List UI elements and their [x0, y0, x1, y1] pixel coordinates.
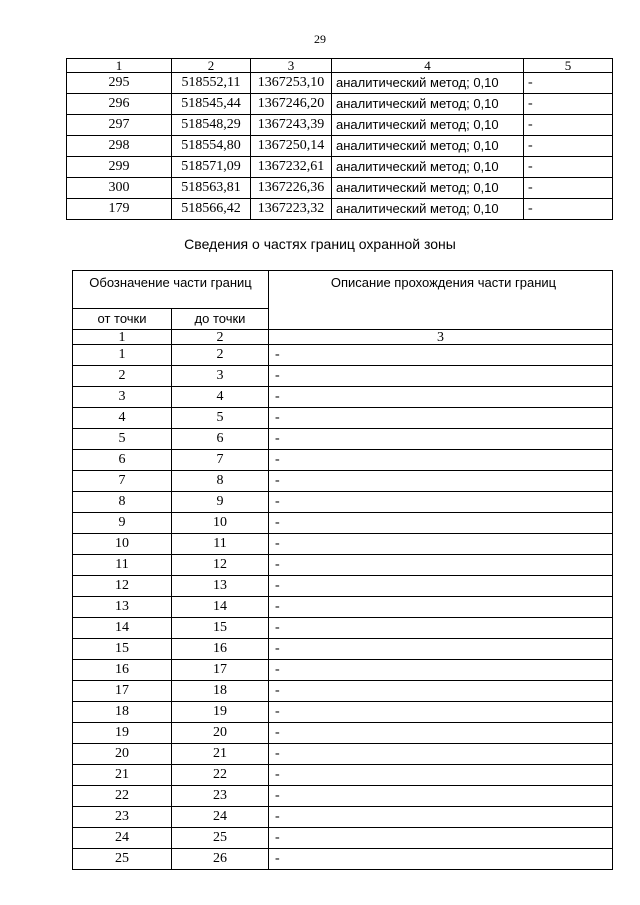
- to-point-cell: 10: [172, 513, 269, 534]
- description-cell: -: [269, 492, 613, 513]
- from-point-cell: 25: [73, 849, 172, 870]
- table-row: [67, 157, 613, 178]
- table-row: [73, 429, 613, 450]
- description-cell: -: [269, 765, 613, 786]
- point-description-cell: -: [524, 73, 613, 94]
- y-coordinate-cell: 1367246,20: [251, 94, 332, 115]
- header-to-point: до точки: [172, 309, 269, 330]
- point-description-cell: -: [524, 199, 613, 220]
- parts-column-numbers-row: [73, 330, 613, 345]
- point-description-cell: -: [524, 157, 613, 178]
- to-point-cell: 3: [172, 366, 269, 387]
- method-accuracy-cell: аналитический метод; 0,10: [332, 178, 524, 199]
- table-row: [67, 94, 613, 115]
- x-coordinate-cell: 518545,44: [172, 94, 251, 115]
- to-point-cell: 8: [172, 471, 269, 492]
- description-cell: -: [269, 366, 613, 387]
- description-cell: -: [269, 702, 613, 723]
- method-accuracy-cell: аналитический метод; 0,10: [332, 94, 524, 115]
- table-row: [73, 387, 613, 408]
- point-number-cell: 299: [67, 157, 172, 178]
- point-description-cell: -: [524, 136, 613, 157]
- table-row: [67, 136, 613, 157]
- to-point-cell: 22: [172, 765, 269, 786]
- table-row: [73, 618, 613, 639]
- description-cell: -: [269, 450, 613, 471]
- method-accuracy-cell: аналитический метод; 0,10: [332, 199, 524, 220]
- x-coordinate-cell: 518552,11: [172, 73, 251, 94]
- table-row: [67, 115, 613, 136]
- from-point-cell: 24: [73, 828, 172, 849]
- x-coordinate-cell: 518571,09: [172, 157, 251, 178]
- to-point-cell: 25: [172, 828, 269, 849]
- description-cell: -: [269, 429, 613, 450]
- description-cell: -: [269, 681, 613, 702]
- from-point-cell: 8: [73, 492, 172, 513]
- from-point-cell: 12: [73, 576, 172, 597]
- description-cell: -: [269, 387, 613, 408]
- x-coordinate-cell: 518566,42: [172, 199, 251, 220]
- x-coordinate-cell: 518563,81: [172, 178, 251, 199]
- table-row: [73, 786, 613, 807]
- y-coordinate-cell: 1367253,10: [251, 73, 332, 94]
- description-cell: -: [269, 639, 613, 660]
- boundary-parts-table: [72, 270, 613, 870]
- point-description-cell: -: [524, 178, 613, 199]
- to-point-cell: 15: [172, 618, 269, 639]
- point-number-cell: 300: [67, 178, 172, 199]
- from-point-cell: 23: [73, 807, 172, 828]
- description-cell: -: [269, 660, 613, 681]
- y-coordinate-cell: 1367223,32: [251, 199, 332, 220]
- section-title: Сведения о частях границ охранной зоны: [184, 236, 456, 252]
- from-point-cell: 13: [73, 597, 172, 618]
- from-point-cell: 9: [73, 513, 172, 534]
- table-row: [67, 73, 613, 94]
- table-row: [73, 597, 613, 618]
- table-row: [73, 681, 613, 702]
- to-point-cell: 11: [172, 534, 269, 555]
- header-from-point: от точки: [73, 309, 172, 330]
- column-number: 2: [172, 330, 269, 345]
- method-accuracy-cell: аналитический метод; 0,10: [332, 136, 524, 157]
- column-number: 5: [524, 59, 613, 73]
- table-row: [73, 723, 613, 744]
- coords-header-row: [67, 59, 613, 73]
- to-point-cell: 7: [172, 450, 269, 471]
- table-row: [73, 807, 613, 828]
- from-point-cell: 21: [73, 765, 172, 786]
- from-point-cell: 17: [73, 681, 172, 702]
- to-point-cell: 23: [172, 786, 269, 807]
- from-point-cell: 5: [73, 429, 172, 450]
- description-cell: -: [269, 408, 613, 429]
- table-row: [73, 450, 613, 471]
- description-cell: -: [269, 597, 613, 618]
- to-point-cell: 21: [172, 744, 269, 765]
- from-point-cell: 14: [73, 618, 172, 639]
- description-cell: -: [269, 534, 613, 555]
- to-point-cell: 2: [172, 345, 269, 366]
- from-point-cell: 1: [73, 345, 172, 366]
- table-row: [73, 366, 613, 387]
- y-coordinate-cell: 1367232,61: [251, 157, 332, 178]
- point-number-cell: 297: [67, 115, 172, 136]
- description-cell: -: [269, 555, 613, 576]
- description-cell: -: [269, 345, 613, 366]
- description-cell: -: [269, 576, 613, 597]
- table-row: [67, 178, 613, 199]
- table-row: [73, 639, 613, 660]
- from-point-cell: 20: [73, 744, 172, 765]
- table-row: [73, 513, 613, 534]
- table-row: [73, 492, 613, 513]
- column-number: 3: [269, 330, 613, 345]
- from-point-cell: 16: [73, 660, 172, 681]
- from-point-cell: 19: [73, 723, 172, 744]
- y-coordinate-cell: 1367250,14: [251, 136, 332, 157]
- to-point-cell: 9: [172, 492, 269, 513]
- point-number-cell: 295: [67, 73, 172, 94]
- to-point-cell: 26: [172, 849, 269, 870]
- method-accuracy-cell: аналитический метод; 0,10: [332, 115, 524, 136]
- from-point-cell: 22: [73, 786, 172, 807]
- y-coordinate-cell: 1367243,39: [251, 115, 332, 136]
- point-number-cell: 298: [67, 136, 172, 157]
- from-point-cell: 2: [73, 366, 172, 387]
- description-cell: -: [269, 786, 613, 807]
- point-description-cell: -: [524, 94, 613, 115]
- table-row: [73, 849, 613, 870]
- description-cell: -: [269, 849, 613, 870]
- table-row: [73, 471, 613, 492]
- table-row: [73, 345, 613, 366]
- to-point-cell: 20: [172, 723, 269, 744]
- column-number: 2: [172, 59, 251, 73]
- point-description-cell: -: [524, 115, 613, 136]
- table-row: [73, 765, 613, 786]
- from-point-cell: 15: [73, 639, 172, 660]
- from-point-cell: 4: [73, 408, 172, 429]
- table-row: [67, 199, 613, 220]
- column-number: 1: [67, 59, 172, 73]
- page-number: 29: [314, 32, 326, 46]
- to-point-cell: 6: [172, 429, 269, 450]
- table-row: [73, 702, 613, 723]
- to-point-cell: 14: [172, 597, 269, 618]
- description-cell: -: [269, 471, 613, 492]
- y-coordinate-cell: 1367226,36: [251, 178, 332, 199]
- header-description: Описание прохождения части границ: [269, 271, 613, 330]
- to-point-cell: 12: [172, 555, 269, 576]
- x-coordinate-cell: 518548,29: [172, 115, 251, 136]
- description-cell: -: [269, 828, 613, 849]
- to-point-cell: 19: [172, 702, 269, 723]
- to-point-cell: 24: [172, 807, 269, 828]
- from-point-cell: 11: [73, 555, 172, 576]
- description-cell: -: [269, 618, 613, 639]
- column-number: 3: [251, 59, 332, 73]
- description-cell: -: [269, 723, 613, 744]
- table-row: [73, 744, 613, 765]
- description-cell: -: [269, 513, 613, 534]
- from-point-cell: 7: [73, 471, 172, 492]
- header-designation: Обозначение части границ: [73, 271, 269, 309]
- table-row: [73, 660, 613, 681]
- table-row: [73, 828, 613, 849]
- parts-header-row: [73, 271, 613, 309]
- method-accuracy-cell: аналитический метод; 0,10: [332, 73, 524, 94]
- table-row: [73, 576, 613, 597]
- to-point-cell: 5: [172, 408, 269, 429]
- to-point-cell: 17: [172, 660, 269, 681]
- column-number: 1: [73, 330, 172, 345]
- description-cell: -: [269, 807, 613, 828]
- table-row: [73, 555, 613, 576]
- method-accuracy-cell: аналитический метод; 0,10: [332, 157, 524, 178]
- x-coordinate-cell: 518554,80: [172, 136, 251, 157]
- from-point-cell: 3: [73, 387, 172, 408]
- to-point-cell: 4: [172, 387, 269, 408]
- point-number-cell: 179: [67, 199, 172, 220]
- from-point-cell: 18: [73, 702, 172, 723]
- to-point-cell: 18: [172, 681, 269, 702]
- column-number: 4: [332, 59, 524, 73]
- table-row: [73, 534, 613, 555]
- point-number-cell: 296: [67, 94, 172, 115]
- to-point-cell: 16: [172, 639, 269, 660]
- description-cell: -: [269, 744, 613, 765]
- table-row: [73, 408, 613, 429]
- from-point-cell: 10: [73, 534, 172, 555]
- coordinates-table: [66, 58, 613, 220]
- from-point-cell: 6: [73, 450, 172, 471]
- to-point-cell: 13: [172, 576, 269, 597]
